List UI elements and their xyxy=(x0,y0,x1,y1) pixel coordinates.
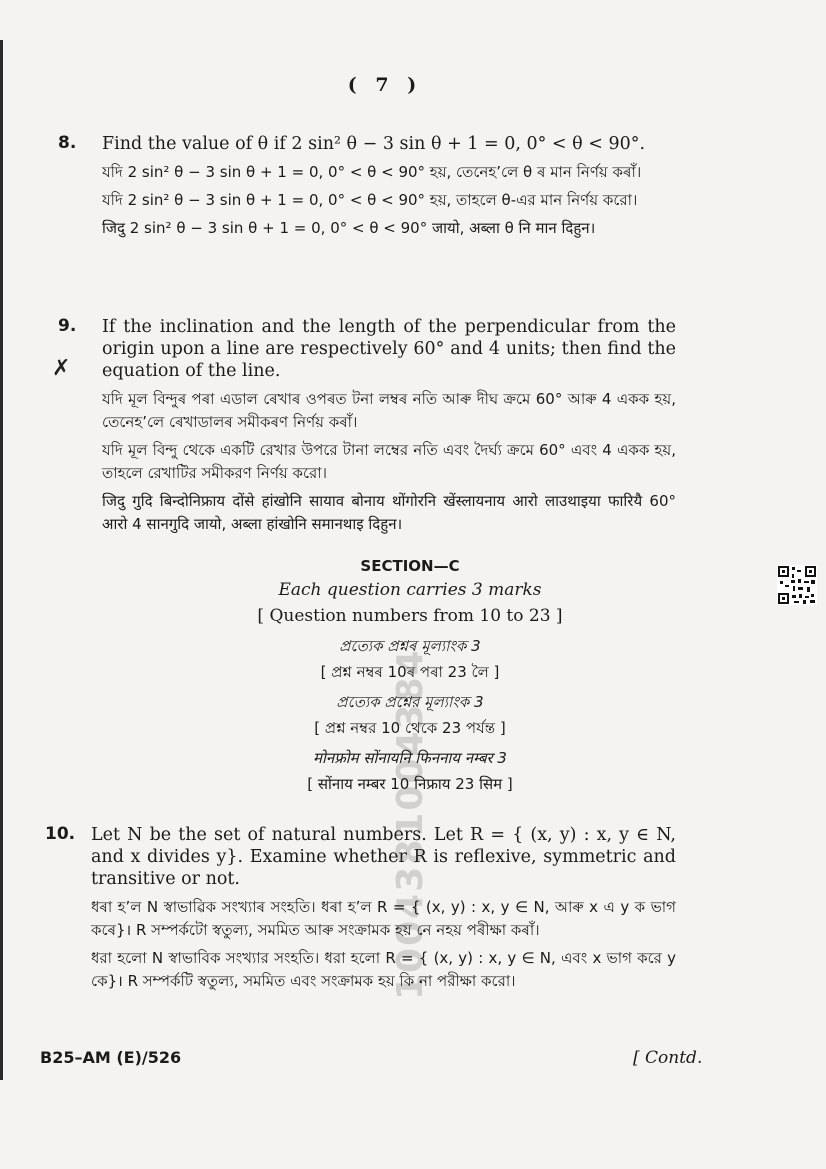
section-range-bengali: [ প্রশ্ন নম্বর 10 থেকে 23 পর্যন্ত ] xyxy=(314,719,506,737)
question-text-bengali: ধরা হলো N স্বাভাবিক সংখ্যার সংহতি। ধরা হলো R = { (x, y) : x, y ∈ N, এবং x ভাগ করে y কে}। R সম্পর্কটি স্বতুল্য, সমমিত এবং সংক্রামক হয় কি না পরীক্ষা করো। xyxy=(91,949,676,990)
question-text-english: Find the value of θ if 2 sin² θ − 3 sin θ + 1 = 0, 0° < θ < 90°. xyxy=(102,134,646,154)
page-edge-line xyxy=(0,40,3,1080)
section-marks-assamese: প্ৰত্যেক প্ৰশ্নৰ মূল্যাংক 3 xyxy=(339,637,481,655)
question-text-assamese: যদি 2 sin² θ − 3 sin θ + 1 = 0, 0° < θ < 90° হয়, তেনেহ’লে θ ৰ মান নিৰ্ণয় কৰাঁ। xyxy=(102,163,642,181)
section-marks-english: Each question carries 3 marks xyxy=(278,580,542,600)
section-marks-bengali: প্রত্যেক প্রশ্নের মূল্যাংক 3 xyxy=(336,693,484,711)
question-text-bodo: जिदु 2 sin² θ − 3 sin θ + 1 = 0, 0° < θ < 90° जायो, अब्ला θ नि मान दिहुन। xyxy=(102,219,596,237)
question-text-assamese: ধৰা হ’ল N স্বাভাৱিক সংখ্যাৰ সংহতি। ধৰা হ’ল R = { (x, y) : x, y ∈ N, আৰু x এ y ক ভাগ কৰে}। R সম্পৰ্কটো স্বতুল্য, সমমিত আৰু সংক্ৰামক হয় নে নহয় পৰীক্ষা কৰাঁ। xyxy=(91,898,676,939)
question-number: 9. xyxy=(58,316,77,336)
section-c-header xyxy=(150,557,670,803)
question-text-english: If the inclination and the length of the perpendicular from the origin upon a line are respectively 60° and 4 units; then find the equation of the line. xyxy=(102,317,676,381)
question-9 xyxy=(60,316,676,541)
question-text-english: Let N be the set of natural numbers. Let R = { (x, y) : x, y ∈ N, and x divides y}. Examine whether R is reflexive, symmetric and transitive or not. xyxy=(91,825,676,889)
question-text-bengali: যদি 2 sin² θ − 3 sin θ + 1 = 0, 0° < θ < 90° হয়, তাহলে θ-এর মান নির্ণয় করো। xyxy=(102,191,638,209)
section-range-bodo: [ सोंनाय नम्बर 10 निफ्राय 23 सिम ] xyxy=(307,775,513,793)
section-title: SECTION—C xyxy=(360,557,460,575)
section-range-english: [ Question numbers from 10 to 23 ] xyxy=(257,606,563,626)
question-8 xyxy=(60,133,676,245)
paper-code: B25–AM (E)/526 xyxy=(40,1048,182,1067)
tick-mark-icon: ✗ xyxy=(52,356,71,381)
watermark: 1004381004384 xyxy=(390,648,431,1000)
question-text-bodo: जिदु गुदि बिन्दोनिफ्राय दोंसे हांखोनि सायाव बोनाय थोंगोरनि खेंस्लायनाय आरो लाउथाइया फारियै 60° आरो 4 सानगुदि जायो, अब्ला हांखोनि समानथाइ दिहुन। xyxy=(102,492,676,533)
question-text-bengali: যদি মূল বিন্দু থেকে একটি রেখার উপরে টানা লম্বের নতি এবং দৈর্ঘ্য ক্রমে 60° এবং 4 একক হয়, তাহলে রেখাটির সমীকরণ নির্ণয় করো। xyxy=(102,441,676,482)
continued-label: [ Contd. xyxy=(633,1048,703,1068)
question-number: 8. xyxy=(58,133,77,153)
section-range-assamese: [ প্ৰশ্ন নম্বৰ 10ৰ পৰা 23 লৈ ] xyxy=(320,663,500,681)
qr-code-icon xyxy=(777,565,817,605)
question-10 xyxy=(47,824,676,998)
page-number: ( 7 ) xyxy=(347,74,423,96)
question-number: 10. xyxy=(45,824,76,844)
question-text-assamese: যদি মূল বিন্দুৰ পৰা এডাল ৰেখাৰ ওপৰত টনা লম্বৰ নতি আৰু দীঘ ক্ৰমে 60° আৰু 4 একক হয়, তেনেহ’লে ৰেখাডালৰ সমীকৰণ নিৰ্ণয় কৰাঁ। xyxy=(102,390,676,431)
section-marks-bodo: मोनफ्रोम सोंनायनि फिननाय नम्बर 3 xyxy=(313,749,507,767)
